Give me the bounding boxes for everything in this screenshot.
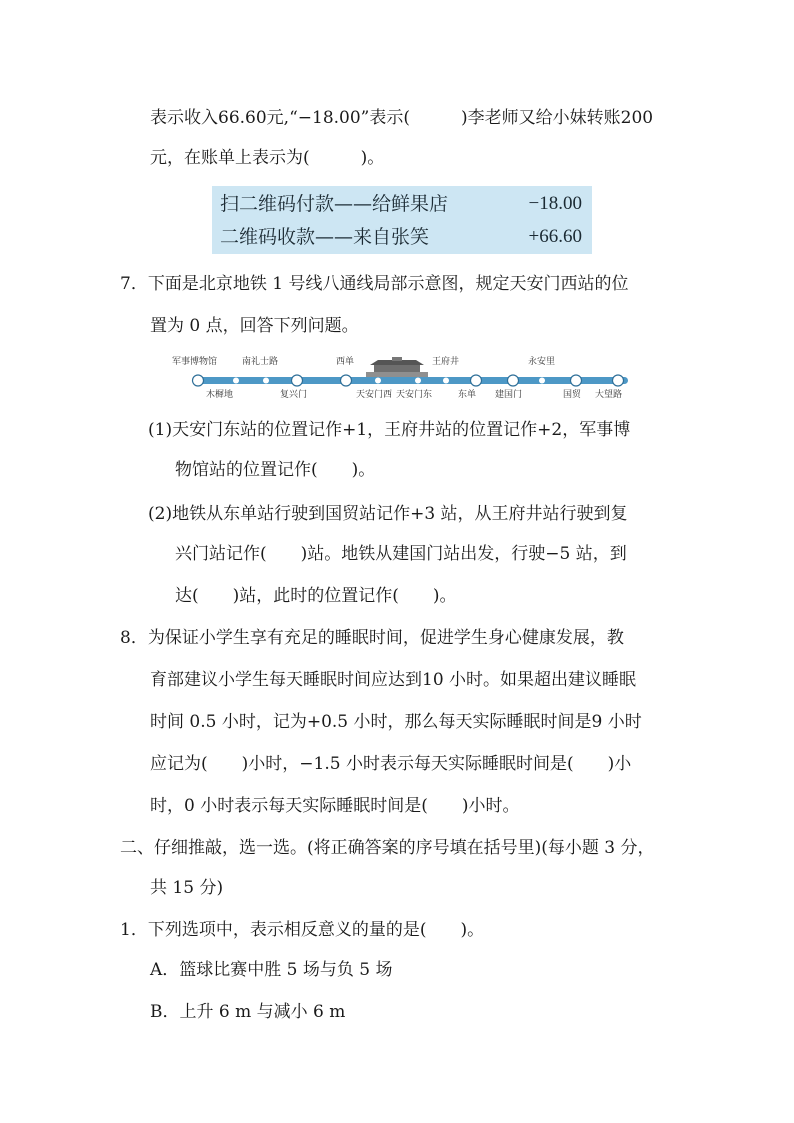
mc1-stem: 1．下列选项中，表示相反意义的量的是( )。 [120, 920, 485, 940]
q8-line-2: 育部建议小学生每天睡眠时间应达到10 小时。如果超出建议睡眠 [150, 670, 637, 690]
q6-line-1: 表示收入66.60元,“−18.00”表示( )李老师又给小妹转账200 [150, 108, 654, 128]
station-dot [263, 378, 269, 384]
q8-line-4: 应记为( )小时，−1.5 小时表示每天实际睡眠时间是( )小 [150, 754, 632, 774]
station-label-bottom: 建国门 [495, 390, 523, 400]
q8-line-3: 时间 0.5 小时，记为+0.5 小时，那么每天实际睡眠时间是9 小时 [150, 712, 642, 732]
transfer-station-icon [508, 375, 519, 386]
station-dot [375, 378, 381, 384]
station-label-top: 军事博物馆 [172, 357, 218, 367]
transfer-station-icon [341, 375, 352, 386]
mc1-option-a: A．篮球比赛中胜 5 场与负 5 场 [150, 960, 393, 980]
station-label-bottom: 国贸 [563, 390, 582, 400]
station-label-top: 西单 [336, 357, 355, 367]
metro-track [192, 377, 628, 384]
transfer-station-icon [292, 375, 303, 386]
ledger-desc-1: 扫二维码付款——给鲜果店 [220, 193, 449, 215]
station-dot [415, 378, 421, 384]
q7-sub1-line-1: (1)天安门东站的位置记作+1，王府井站的位置记作+2，军事博 [148, 420, 631, 440]
station-label-bottom: 木樨地 [206, 390, 234, 400]
transfer-station-icon [193, 375, 204, 386]
q8-line-5: 时，0 小时表示每天实际睡眠时间是( )小时。 [150, 796, 520, 816]
tiananmen-gate-icon [366, 357, 428, 377]
payment-ledger [212, 186, 592, 254]
q7-sub1-line-2: 物馆站的位置记作( )。 [175, 460, 376, 480]
q8-line-1: 8．为保证小学生享有充足的睡眠时间，促进学生身心健康发展，教 [120, 628, 624, 648]
station-label-bottom: 东单 [458, 390, 477, 400]
q7-sub2-line-1: (2)地铁从东单站行驶到国贸站记作+3 站，从王府井站行驶到复 [148, 504, 628, 524]
station-dot [539, 378, 545, 384]
q7-sub2-line-2: 兴门站记作( )站。地铁从建国门站出发，行驶−5 站，到 [175, 544, 627, 564]
section-2-heading-cont: 共 15 分) [150, 878, 224, 898]
ledger-amount-2: +66.60 [528, 226, 582, 247]
station-label-top: 王府井 [432, 357, 460, 367]
section-2-heading: 二、仔细推敲，选一选。(将正确答案的序号填在括号里)(每小题 3 分， [120, 838, 655, 858]
station-dot [233, 378, 239, 384]
station-label-top: 永安里 [528, 357, 556, 367]
station-label-top: 南礼士路 [242, 357, 279, 367]
station-label-bottom: 天安门东 [396, 390, 433, 400]
q7-line-2: 置为 0 点，回答下列问题。 [150, 316, 359, 336]
station-label-bottom: 大望路 [595, 390, 623, 400]
station-label-bottom: 天安门西 [356, 390, 393, 400]
transfer-station-icon [613, 375, 624, 386]
transfer-station-icon [571, 375, 582, 386]
mc1-option-b: B．上升 6 m 与减小 6 m [150, 1002, 346, 1022]
q7-line-1: 7．下面是北京地铁 1 号线八通线局部示意图，规定天安门西站的位 [120, 274, 629, 294]
station-dot [443, 378, 449, 384]
q7-sub2-line-3: 达( )站，此时的位置记作( )。 [175, 586, 457, 606]
metro-line-diagram [170, 352, 640, 402]
station-label-bottom: 复兴门 [280, 390, 308, 400]
ledger-desc-2: 二维码收款——来自张笑 [220, 226, 430, 248]
q6-line-2: 元，在账单上表示为( )。 [150, 148, 385, 168]
transfer-station-icon [471, 375, 482, 386]
ledger-amount-1: −18.00 [528, 193, 582, 214]
